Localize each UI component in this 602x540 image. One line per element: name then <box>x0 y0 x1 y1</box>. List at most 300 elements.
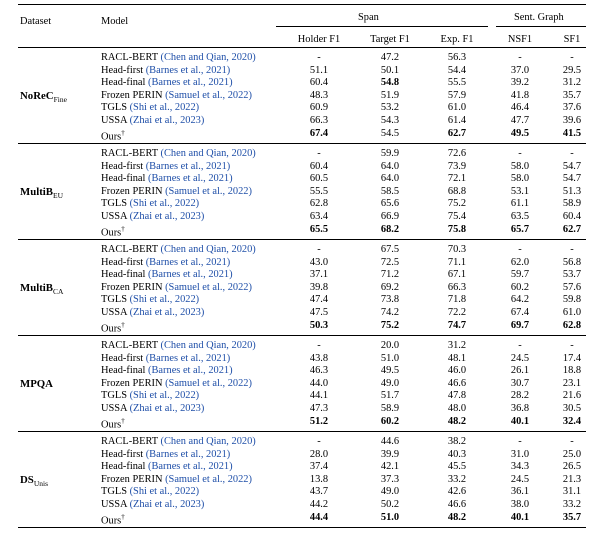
score-cell: - <box>518 244 522 255</box>
score-cell: 54.4 <box>447 64 467 76</box>
score-cell: 44.4 <box>309 511 329 523</box>
score-cell: 25.0 <box>562 448 582 460</box>
model-label: RACL-BERT <box>101 436 158 447</box>
model-name <box>101 486 199 497</box>
citation-link[interactable]: (Shi et al., 2022) <box>126 390 200 402</box>
score-cell: 75.2 <box>447 198 467 210</box>
citation-link[interactable]: (Barnes et al., 2021) <box>145 269 233 281</box>
score-cell: 62.8 <box>562 319 582 331</box>
score-cell: 44.2 <box>309 499 329 510</box>
score-cell: 56.8 <box>562 256 582 268</box>
score-cell: 39.2 <box>510 77 530 89</box>
score-cell: 43.7 <box>309 486 329 498</box>
model-label: Head-final <box>101 269 146 281</box>
score-cell: - <box>570 244 574 255</box>
model-label: Head-final <box>101 77 146 89</box>
score-cell: 51.9 <box>380 89 400 101</box>
score-cell: 67.4 <box>510 307 530 318</box>
score-cell: 71.8 <box>447 294 467 306</box>
model-name <box>101 499 204 510</box>
model-label: Ours <box>101 419 122 431</box>
score-cell: 23.1 <box>562 377 582 389</box>
model-name <box>101 115 204 126</box>
model-label: Head-first <box>101 160 144 172</box>
top-rule <box>18 4 586 5</box>
score-cell: 65.5 <box>309 223 329 235</box>
score-cell: 66.3 <box>447 281 467 293</box>
model-label: Ours <box>101 227 122 239</box>
model-name <box>101 128 125 142</box>
score-cell: 40.3 <box>447 448 467 460</box>
score-cell: 17.4 <box>562 352 582 364</box>
score-cell: 47.8 <box>447 390 467 402</box>
score-cell: 50.1 <box>380 64 400 76</box>
score-cell: 32.4 <box>562 415 582 427</box>
bottom-rule <box>18 527 586 528</box>
score-cell: 41.8 <box>510 89 530 101</box>
model-label: RACL-BERT <box>101 148 158 159</box>
score-cell: 57.6 <box>562 281 582 293</box>
model-name <box>101 244 256 255</box>
score-cell: 74.7 <box>447 319 467 331</box>
score-cell: 48.2 <box>447 511 467 523</box>
score-cell: 66.3 <box>309 115 329 126</box>
model-name <box>101 282 252 293</box>
score-cell: - <box>317 52 321 63</box>
model-name <box>101 461 233 472</box>
model-name <box>101 365 233 376</box>
score-cell: 67.1 <box>447 269 467 281</box>
score-cell: 49.5 <box>380 365 400 377</box>
header-target-f1: Target F1 <box>370 34 410 45</box>
score-cell: 60.4 <box>562 211 582 222</box>
citation-link[interactable]: (Barnes et al., 2021) <box>143 160 231 172</box>
model-name <box>101 173 233 184</box>
model-label: RACL-BERT <box>101 52 158 63</box>
citation-link[interactable]: (Shi et al., 2022) <box>126 294 200 306</box>
score-cell: 31.2 <box>447 340 467 351</box>
score-cell: - <box>570 340 574 351</box>
score-cell: 48.0 <box>447 403 467 414</box>
dagger-mark: † <box>121 128 125 137</box>
score-cell: 62.8 <box>309 198 329 210</box>
score-cell: 75.2 <box>380 319 400 331</box>
model-name <box>101 77 233 88</box>
score-cell: 68.2 <box>380 223 400 235</box>
score-cell: 66.9 <box>380 211 400 222</box>
score-cell: 31.2 <box>562 77 582 89</box>
span-group-rule <box>276 26 488 27</box>
header-bottom-rule <box>18 47 586 48</box>
score-cell: 71.2 <box>380 269 400 281</box>
model-name <box>101 320 125 334</box>
score-cell: 60.2 <box>510 281 530 293</box>
score-cell: 28.2 <box>510 390 530 402</box>
model-name <box>101 102 199 113</box>
model-label: Head-first <box>101 64 144 76</box>
score-cell: 30.7 <box>510 377 530 389</box>
score-cell: 47.4 <box>309 294 329 306</box>
score-cell: 47.2 <box>380 52 400 63</box>
score-cell: 60.4 <box>309 160 329 172</box>
citation-link[interactable]: (Samuel et al., 2022) <box>162 185 252 197</box>
citation-link[interactable]: (Chen and Qian, 2020) <box>157 340 256 351</box>
model-label: Frozen PERIN <box>101 377 163 389</box>
score-cell: 61.1 <box>510 198 530 210</box>
citation-link[interactable]: (Samuel et al., 2022) <box>162 89 252 101</box>
model-label: TGLS <box>101 390 127 402</box>
score-cell: 42.6 <box>447 486 467 498</box>
model-name <box>101 449 230 460</box>
score-cell: 18.8 <box>562 365 582 377</box>
header-exp-f1: Exp. F1 <box>440 34 474 45</box>
score-cell: 58.0 <box>510 173 530 185</box>
citation-link[interactable]: (Barnes et al., 2021) <box>145 365 233 377</box>
dataset-subscript: CA <box>53 286 64 296</box>
group-separator <box>18 143 586 144</box>
model-label: USSA <box>101 403 127 414</box>
model-label: Ours <box>101 515 122 527</box>
score-cell: 40.1 <box>510 415 530 427</box>
model-name <box>101 378 252 389</box>
citation-link[interactable]: (Chen and Qian, 2020) <box>157 148 256 159</box>
citation-link[interactable]: (Barnes et al., 2021) <box>145 461 233 473</box>
dagger-mark: † <box>121 320 125 329</box>
score-cell: 31.0 <box>510 448 530 460</box>
score-cell: 20.0 <box>380 340 400 351</box>
score-cell: 21.6 <box>562 390 582 402</box>
score-cell: 51.7 <box>380 390 400 402</box>
score-cell: 44.6 <box>380 436 400 447</box>
score-cell: 55.5 <box>447 77 467 89</box>
score-cell: 67.4 <box>309 127 329 139</box>
score-cell: 61.0 <box>562 307 582 318</box>
score-cell: 62.7 <box>562 223 582 235</box>
dataset-name: MultiB <box>20 281 53 294</box>
score-cell: 60.4 <box>309 77 329 89</box>
model-label: Frozen PERIN <box>101 89 163 101</box>
citation-link[interactable]: (Barnes et al., 2021) <box>143 64 231 76</box>
score-cell: 59.7 <box>510 269 530 281</box>
score-cell: 68.8 <box>447 185 467 197</box>
score-cell: 24.5 <box>510 352 530 364</box>
score-cell: 38.0 <box>510 499 530 510</box>
score-cell: - <box>317 436 321 447</box>
score-cell: 29.5 <box>562 64 582 76</box>
score-cell: 33.2 <box>447 473 467 485</box>
score-cell: 43.0 <box>309 256 329 268</box>
score-cell: 55.5 <box>309 185 329 197</box>
dagger-mark: † <box>121 512 125 521</box>
model-name <box>101 403 204 414</box>
model-name <box>101 512 125 526</box>
dataset-name: DS <box>20 473 34 486</box>
score-cell: 65.7 <box>510 223 530 235</box>
score-cell: 54.3 <box>380 115 400 126</box>
model-label: Head-first <box>101 256 144 268</box>
score-cell: 51.1 <box>309 64 329 76</box>
score-cell: 49.0 <box>380 377 400 389</box>
score-cell: 47.7 <box>510 115 530 126</box>
sent-graph-group-rule <box>496 26 586 27</box>
score-cell: 72.2 <box>447 307 467 318</box>
score-cell: 45.5 <box>447 461 467 473</box>
model-name <box>101 52 256 63</box>
model-label: TGLS <box>101 294 127 306</box>
score-cell: 46.3 <box>309 365 329 377</box>
model-label: Head-first <box>101 352 144 364</box>
header-dataset: Dataset <box>20 16 52 27</box>
group-separator <box>18 335 586 336</box>
score-cell: 74.2 <box>380 307 400 318</box>
score-cell: 37.4 <box>309 461 329 473</box>
score-cell: 72.6 <box>447 148 467 159</box>
model-label: Frozen PERIN <box>101 281 163 293</box>
score-cell: 51.0 <box>380 511 400 523</box>
citation-link[interactable]: (Zhai et al., 2023) <box>127 499 205 510</box>
model-label: TGLS <box>101 486 127 498</box>
score-cell: 37.0 <box>510 64 530 76</box>
score-cell: 50.3 <box>309 319 329 331</box>
score-cell: 63.4 <box>309 211 329 222</box>
score-cell: 39.8 <box>309 281 329 293</box>
dagger-mark: † <box>121 224 125 233</box>
header-model: Model <box>101 16 129 27</box>
group-separator <box>18 239 586 240</box>
dataset-label <box>20 90 67 104</box>
score-cell: 49.5 <box>510 127 530 139</box>
score-cell: - <box>518 340 522 351</box>
score-cell: 60.5 <box>309 173 329 185</box>
group-separator <box>18 431 586 432</box>
model-label: Head-final <box>101 173 146 185</box>
model-label: TGLS <box>101 198 127 210</box>
score-cell: 28.0 <box>309 448 329 460</box>
model-label: Head-final <box>101 365 146 377</box>
citation-link[interactable]: (Chen and Qian, 2020) <box>157 52 256 63</box>
score-cell: 31.1 <box>562 486 582 498</box>
citation-link[interactable]: (Barnes et al., 2021) <box>143 448 231 460</box>
dataset-subscript: Unis <box>33 478 48 488</box>
score-cell: - <box>570 52 574 63</box>
dataset-label <box>20 378 53 390</box>
score-cell: 46.4 <box>510 102 530 114</box>
model-name <box>101 257 230 268</box>
score-cell: 53.1 <box>510 185 530 197</box>
citation-link[interactable]: (Barnes et al., 2021) <box>143 256 231 268</box>
citation-link[interactable]: (Shi et al., 2022) <box>126 102 200 114</box>
score-cell: - <box>518 436 522 447</box>
dataset-name: MPQA <box>20 377 53 390</box>
score-cell: - <box>317 244 321 255</box>
citation-link[interactable]: (Zhai et al., 2023) <box>127 115 205 126</box>
header-nsf1: NSF1 <box>507 34 533 45</box>
citation-link[interactable]: (Samuel et al., 2022) <box>162 377 252 389</box>
citation-link[interactable]: (Shi et al., 2022) <box>126 486 200 498</box>
score-cell: - <box>570 148 574 159</box>
dataset-label <box>20 474 48 488</box>
score-cell: 37.6 <box>562 102 582 114</box>
score-cell: 46.0 <box>447 365 467 377</box>
header-sent-graph: Sent. Graph <box>514 12 564 23</box>
model-name <box>101 294 199 305</box>
score-cell: 24.5 <box>510 473 530 485</box>
model-name <box>101 307 204 318</box>
score-cell: 62.0 <box>510 256 530 268</box>
score-cell: 44.0 <box>309 377 329 389</box>
citation-link[interactable]: (Barnes et al., 2021) <box>143 352 231 364</box>
score-cell: 35.7 <box>562 511 582 523</box>
dataset-name: NoReC <box>20 89 54 102</box>
score-cell: 41.5 <box>562 127 582 139</box>
score-cell: - <box>317 148 321 159</box>
dataset-label <box>20 186 63 200</box>
score-cell: 64.0 <box>380 160 400 172</box>
score-cell: 39.9 <box>380 448 400 460</box>
score-cell: 58.9 <box>380 403 400 414</box>
model-label: USSA <box>101 211 127 222</box>
model-name <box>101 436 256 447</box>
score-cell: 33.2 <box>562 499 582 510</box>
score-cell: 67.5 <box>380 244 400 255</box>
score-cell: 48.2 <box>447 415 467 427</box>
score-cell: 26.5 <box>562 461 582 473</box>
score-cell: 61.4 <box>447 115 467 126</box>
model-label: TGLS <box>101 102 127 114</box>
score-cell: 64.0 <box>380 173 400 185</box>
citation-link[interactable]: (Barnes et al., 2021) <box>145 77 233 89</box>
header-holder-f1: Holder F1 <box>297 34 341 45</box>
citation-link[interactable]: (Barnes et al., 2021) <box>145 173 233 185</box>
score-cell: 75.4 <box>447 211 467 222</box>
model-name <box>101 416 125 430</box>
model-name <box>101 340 256 351</box>
model-label: USSA <box>101 115 127 126</box>
citation-link[interactable]: (Zhai et al., 2023) <box>127 307 205 318</box>
score-cell: 53.2 <box>380 102 400 114</box>
citation-link[interactable]: (Zhai et al., 2023) <box>127 211 205 222</box>
score-cell: 50.2 <box>380 499 400 510</box>
score-cell: 42.1 <box>380 461 400 473</box>
score-cell: 43.8 <box>309 352 329 364</box>
score-cell: 63.5 <box>510 211 530 222</box>
score-cell: 71.1 <box>447 256 467 268</box>
model-label: Head-first <box>101 448 144 460</box>
dataset-subscript: Fine <box>53 94 67 104</box>
score-cell: 53.7 <box>562 269 582 281</box>
model-name <box>101 198 199 209</box>
score-cell: - <box>518 148 522 159</box>
citation-link[interactable]: (Samuel et al., 2022) <box>162 281 252 293</box>
score-cell: 75.8 <box>447 223 467 235</box>
citation-link[interactable]: (Shi et al., 2022) <box>126 198 200 210</box>
score-cell: 34.3 <box>510 461 530 473</box>
citation-link[interactable]: (Zhai et al., 2023) <box>127 403 205 414</box>
model-label: Frozen PERIN <box>101 473 163 485</box>
model-label: Ours <box>101 323 122 335</box>
score-cell: 13.8 <box>309 473 329 485</box>
score-cell: 38.2 <box>447 436 467 447</box>
score-cell: 44.1 <box>309 390 329 402</box>
score-cell: 60.9 <box>309 102 329 114</box>
model-name <box>101 353 230 364</box>
model-name <box>101 90 252 101</box>
score-cell: 21.3 <box>562 473 582 485</box>
score-cell: 64.2 <box>510 294 530 306</box>
model-label: Ours <box>101 131 122 143</box>
score-cell: 49.0 <box>380 486 400 498</box>
model-label: RACL-BERT <box>101 244 158 255</box>
model-label: Head-final <box>101 461 146 473</box>
model-label: USSA <box>101 499 127 510</box>
model-name <box>101 161 230 172</box>
score-cell: 37.3 <box>380 473 400 485</box>
model-label: RACL-BERT <box>101 340 158 351</box>
score-cell: 35.7 <box>562 89 582 101</box>
score-cell: 58.5 <box>380 185 400 197</box>
score-cell: 73.8 <box>380 294 400 306</box>
score-cell: 59.9 <box>380 148 400 159</box>
score-cell: - <box>570 436 574 447</box>
score-cell: 54.5 <box>380 127 400 139</box>
score-cell: 61.0 <box>447 102 467 114</box>
score-cell: 54.7 <box>562 160 582 172</box>
model-label: USSA <box>101 307 127 318</box>
score-cell: 72.1 <box>447 173 467 185</box>
score-cell: 48.3 <box>309 89 329 101</box>
model-name <box>101 148 256 159</box>
dataset-label <box>20 282 63 296</box>
score-cell: 40.1 <box>510 511 530 523</box>
score-cell: 54.7 <box>562 173 582 185</box>
score-cell: 58.0 <box>510 160 530 172</box>
model-name <box>101 65 230 76</box>
score-cell: 54.8 <box>380 77 400 89</box>
score-cell: 60.2 <box>380 415 400 427</box>
dagger-mark: † <box>121 416 125 425</box>
score-cell: 51.0 <box>380 352 400 364</box>
score-cell: 62.7 <box>447 127 467 139</box>
model-name <box>101 474 252 485</box>
model-name <box>101 186 252 197</box>
score-cell: 46.6 <box>447 377 467 389</box>
score-cell: 58.9 <box>562 198 582 210</box>
score-cell: 69.2 <box>380 281 400 293</box>
score-cell: 65.6 <box>380 198 400 210</box>
model-name <box>101 390 199 401</box>
citation-link[interactable]: (Chen and Qian, 2020) <box>157 436 256 447</box>
score-cell: 37.1 <box>309 269 329 281</box>
citation-link[interactable]: (Samuel et al., 2022) <box>162 473 252 485</box>
score-cell: 57.9 <box>447 89 467 101</box>
score-cell: 39.6 <box>562 115 582 126</box>
model-label: Frozen PERIN <box>101 185 163 197</box>
dataset-name: MultiB <box>20 185 53 198</box>
model-name <box>101 211 204 222</box>
score-cell: 26.1 <box>510 365 530 377</box>
score-cell: - <box>518 52 522 63</box>
score-cell: 47.3 <box>309 403 329 414</box>
score-cell: 59.8 <box>562 294 582 306</box>
score-cell: 46.6 <box>447 499 467 510</box>
citation-link[interactable]: (Chen and Qian, 2020) <box>157 244 256 255</box>
score-cell: 36.8 <box>510 403 530 414</box>
model-name <box>101 224 125 238</box>
model-name <box>101 269 233 280</box>
score-cell: 56.3 <box>447 52 467 63</box>
score-cell: 51.3 <box>562 185 582 197</box>
score-cell: 47.5 <box>309 307 329 318</box>
